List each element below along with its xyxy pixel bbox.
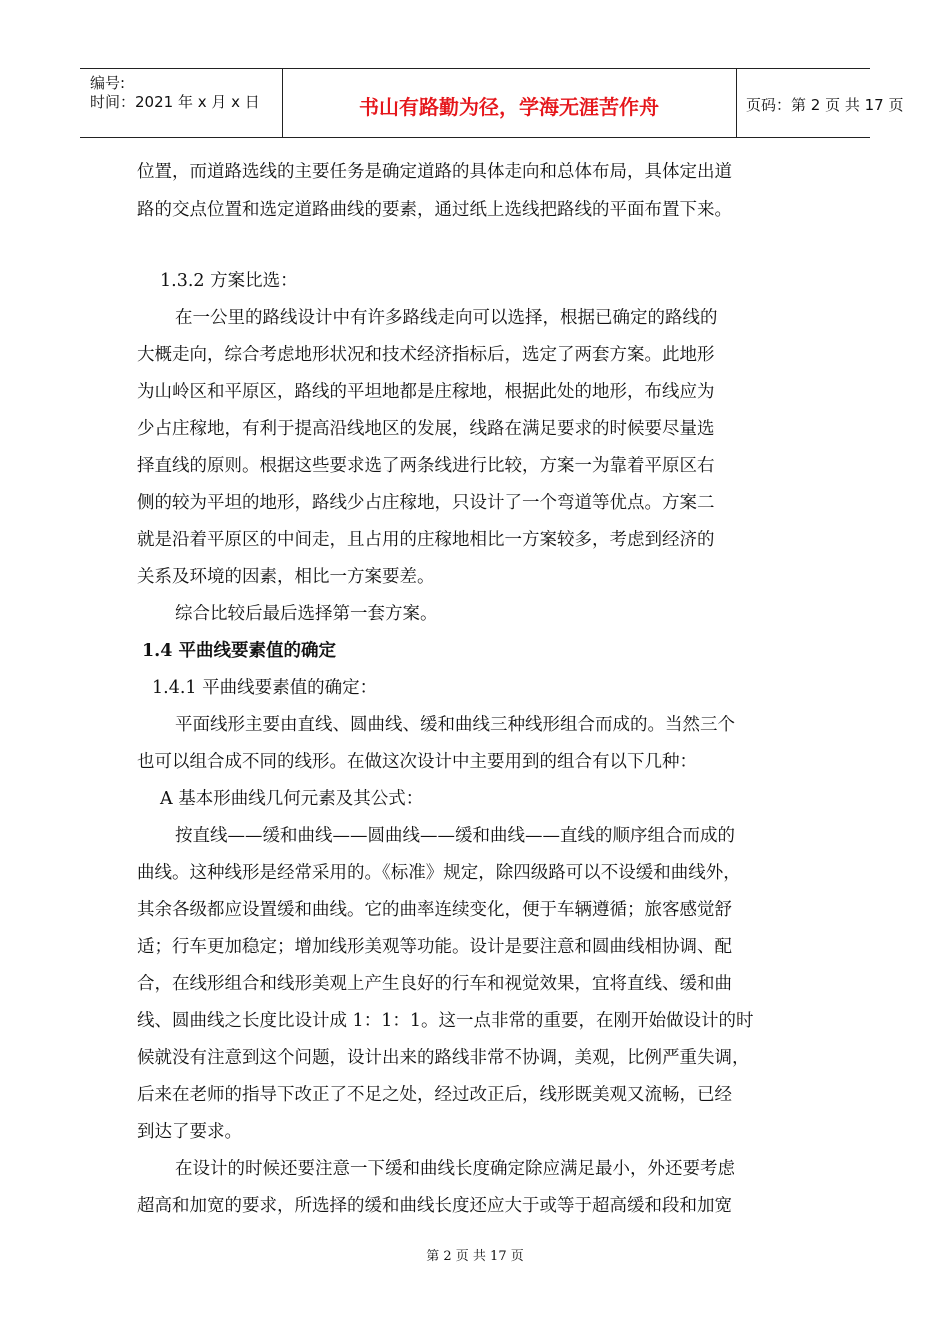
- body-line: 路的交点位置和选定道路曲线的要素，通过纸上选线把路线的平面布置下来。: [137, 200, 732, 220]
- page-header: [80, 68, 904, 138]
- body-line: 其余各级都应设置缓和曲线。它的曲率连续变化，便于车辆遵循；旅客感觉舒: [137, 900, 732, 920]
- section-heading-1-4-1: 1.4.1 平曲线要素值的确定：: [152, 678, 378, 698]
- body-line: 曲线。这种线形是经常采用的。《标准》规定，除四级路可以不设缓和曲线外，: [137, 863, 741, 883]
- subsection-label-a: A 基本形曲线几何元素及其公式：: [160, 789, 424, 809]
- body-line: 适；行车更加稳定；增加线形美观等功能。设计是要注意和圆曲线相协调、配: [137, 937, 732, 957]
- body-line: 大概走向，综合考虑地形状况和技术经济指标后，选定了两套方案。此地形: [137, 345, 715, 365]
- body-line: 为山岭区和平原区，路线的平坦地都是庄稼地，根据此处的地形，布线应为: [137, 382, 715, 402]
- document-code-label: 编号:: [90, 74, 126, 92]
- body-line: 到达了要求。: [137, 1122, 242, 1142]
- header-middle-cell: [282, 69, 737, 137]
- body-line: 少占庄稼地，有利于提高沿线地区的发展，线路在满足要求的时候要尽量选: [137, 419, 715, 439]
- body-line: 线、圆曲线之长度比设计成 1：1：1。这一点非常的重要，在刚开始做设计的时: [137, 1011, 754, 1031]
- section-heading-1-3-2: 1.3.2 方案比选：: [160, 271, 298, 291]
- page-footer: 第 2 页 共 17 页: [426, 1249, 524, 1264]
- header-page-label: 页码：第 2 页 共 17 页: [746, 96, 904, 114]
- body-line: 综合比较后最后选择第一套方案。: [175, 604, 438, 624]
- body-line: 侧的较为平坦的地形，路线少占庄稼地，只设计了一个弯道等优点。方案二: [137, 493, 715, 513]
- body-line: 在一公里的路线设计中有许多路线走向可以选择，根据已确定的路线的: [175, 308, 718, 328]
- body-line: 平面线形主要由直线、圆曲线、缓和曲线三种线形组合而成的。当然三个: [175, 715, 735, 735]
- header-left-cell: [80, 69, 283, 137]
- body-line: 按直线——缓和曲线——圆曲线——缓和曲线——直线的顺序组合而成的: [175, 826, 735, 846]
- header-right-cell: [736, 69, 904, 137]
- document-time-label: 时间：2021 年 x 月 x 日: [90, 93, 260, 111]
- header-motto: 书山有路勤为径，学海无涯苦作舟: [359, 95, 659, 119]
- body-line: 位置，而道路选线的主要任务是确定道路的具体走向和总体布局，具体定出道: [137, 162, 732, 182]
- body-line: 后来在老师的指导下改正了不足之处，经过改正后，线形既美观又流畅，已经: [137, 1085, 732, 1105]
- body-line: 也可以组合成不同的线形。在做这次设计中主要用到的组合有以下几种：: [137, 752, 697, 772]
- body-line: 择直线的原则。根据这些要求选了两条线进行比较，方案一为靠着平原区右: [137, 456, 715, 476]
- body-line: 候就没有注意到这个问题，设计出来的路线非常不协调，美观，比例严重失调，: [137, 1048, 750, 1068]
- body-line: 超高和加宽的要求，所选择的缓和曲线长度还应大于或等于超高缓和段和加宽: [137, 1196, 732, 1216]
- body-line: 在设计的时候还要注意一下缓和曲线长度确定除应满足最小，外还要考虑: [175, 1159, 735, 1179]
- body-line: 关系及环境的因素，相比一方案要差。: [137, 567, 435, 587]
- section-heading-1-4: 1.4 平曲线要素值的确定: [142, 641, 337, 661]
- body-line: 就是沿着平原区的中间走，且占用的庄稼地相比一方案较多，考虑到经济的: [137, 530, 715, 550]
- body-line: 合，在线形组合和线形美观上产生良好的行车和视觉效果，宜将直线、缓和曲: [137, 974, 732, 994]
